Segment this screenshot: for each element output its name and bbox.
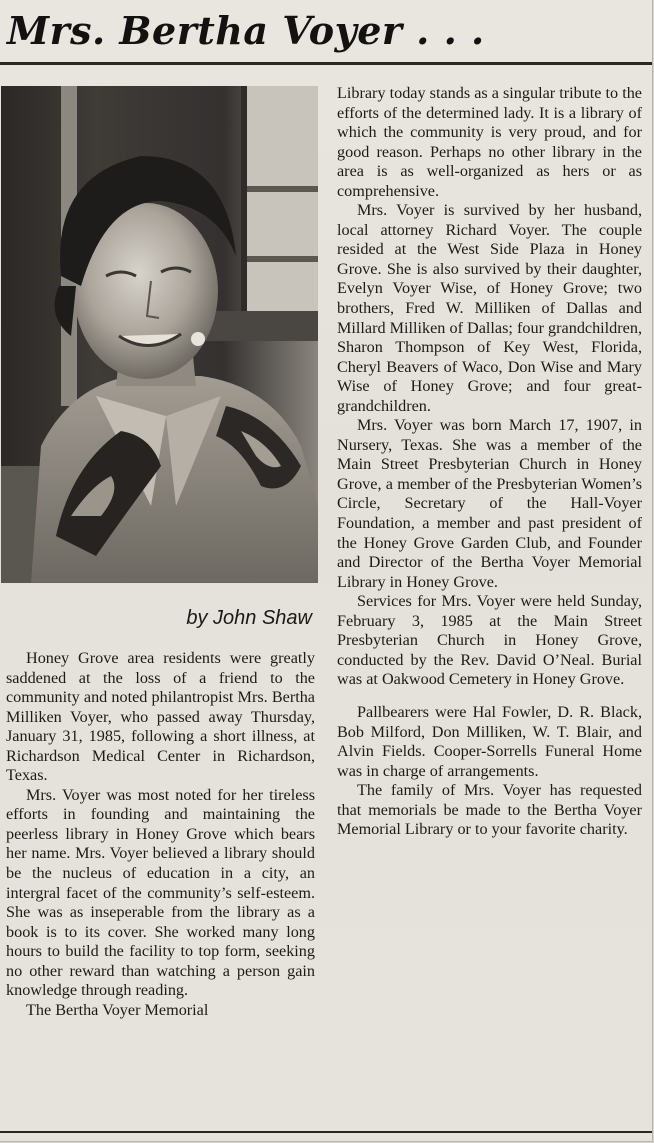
article-paragraph: Services for Mrs. Voyer were held Sunday, February 3, 1985 at the Main Street Presbyterian Church in Honey Grove, conducted by the Rev. David O’Neal. Burial was at Oakwood Cemetery in Honey Grove. — [337, 592, 642, 689]
headline-rule — [0, 62, 652, 65]
headline: Mrs. Bertha Voyer . . . — [7, 8, 485, 53]
article-paragraph: The Bertha Voyer Memorial — [26, 1000, 209, 1019]
article-paragraph: Mrs. Voyer was most noted for her tireless efforts in founding and maintaining the peerless library in Honey Grove which bears her name. Mrs. Voyer believed a library should be the nucleus of education in a city, an intergral facet of the community’s self-esteem. She was as inseperable from the library as a book is to its cover. She worked many long hours to build the facility to top form, seeking no other reward than watching a person gain knowledge through reading. — [6, 785, 315, 1000]
byline: by John Shaw — [186, 607, 312, 629]
portrait-photo — [1, 86, 318, 583]
article-paragraph: The family of Mrs. Voyer has requested that memorials be made to the Bertha Voyer Memorial Library or to your favorite charity. — [337, 781, 642, 839]
article-paragraph: Mrs. Voyer was born March 17, 1907, in Nursery, Texas. She was a member of the Main Street Presbyterian Church in Honey Grove, a member of the Presbyterian Women’s Circle, Secretary of the Hall-Voyer Foundation, a member and past president of the Honey Grove Garden Club, and Founder and Director of the Bertha Voyer Memorial Library in Honey Grove. — [337, 416, 642, 591]
bottom-rule — [0, 1131, 652, 1133]
article-column-right — [337, 84, 642, 840]
portrait-illustration — [1, 86, 318, 583]
article-paragraph: Honey Grove area residents were greatly saddened at the loss of a friend to the community and noted philantropist Mrs. Bertha Milliken Voyer, who passed away Thursday, January 31, 1985, following a short illness, at Richardson Medical Center in Richardson, Texas. — [6, 649, 315, 785]
article-paragraph: Mrs. Voyer is survived by her husband, local attorney Richard Voyer. The couple resided at the West Side Plaza in Honey Grove. She is also survived by their daughter, Evelyn Voyer Wise, of Honey Grove; two brothers, Fred W. Milliken of Dallas and Millard Milliken of Dallas; four grandchildren, Sharon Thompson of Key West, Florida, Cheryl Beavers of Waco, Don Wise and Mary Wise of Honey Grove; and four great-grandchildren. — [337, 201, 642, 415]
article-column-left — [6, 649, 315, 1020]
article-paragraph: Pallbearers were Hal Fowler, D. R. Black, Bob Milford, Don Milliken, W. T. Blair, and Alvin Fields. Cooper-Sorrells Funeral Home was in charge of arrangements. — [337, 702, 642, 780]
article-paragraph: Library today stands as a singular tribute to the efforts of the determined lady. It is a library of which the community is very proud, and for good reason. Perhaps no other library in the area is as well-organized as hers or as comprehensive. — [337, 84, 642, 200]
